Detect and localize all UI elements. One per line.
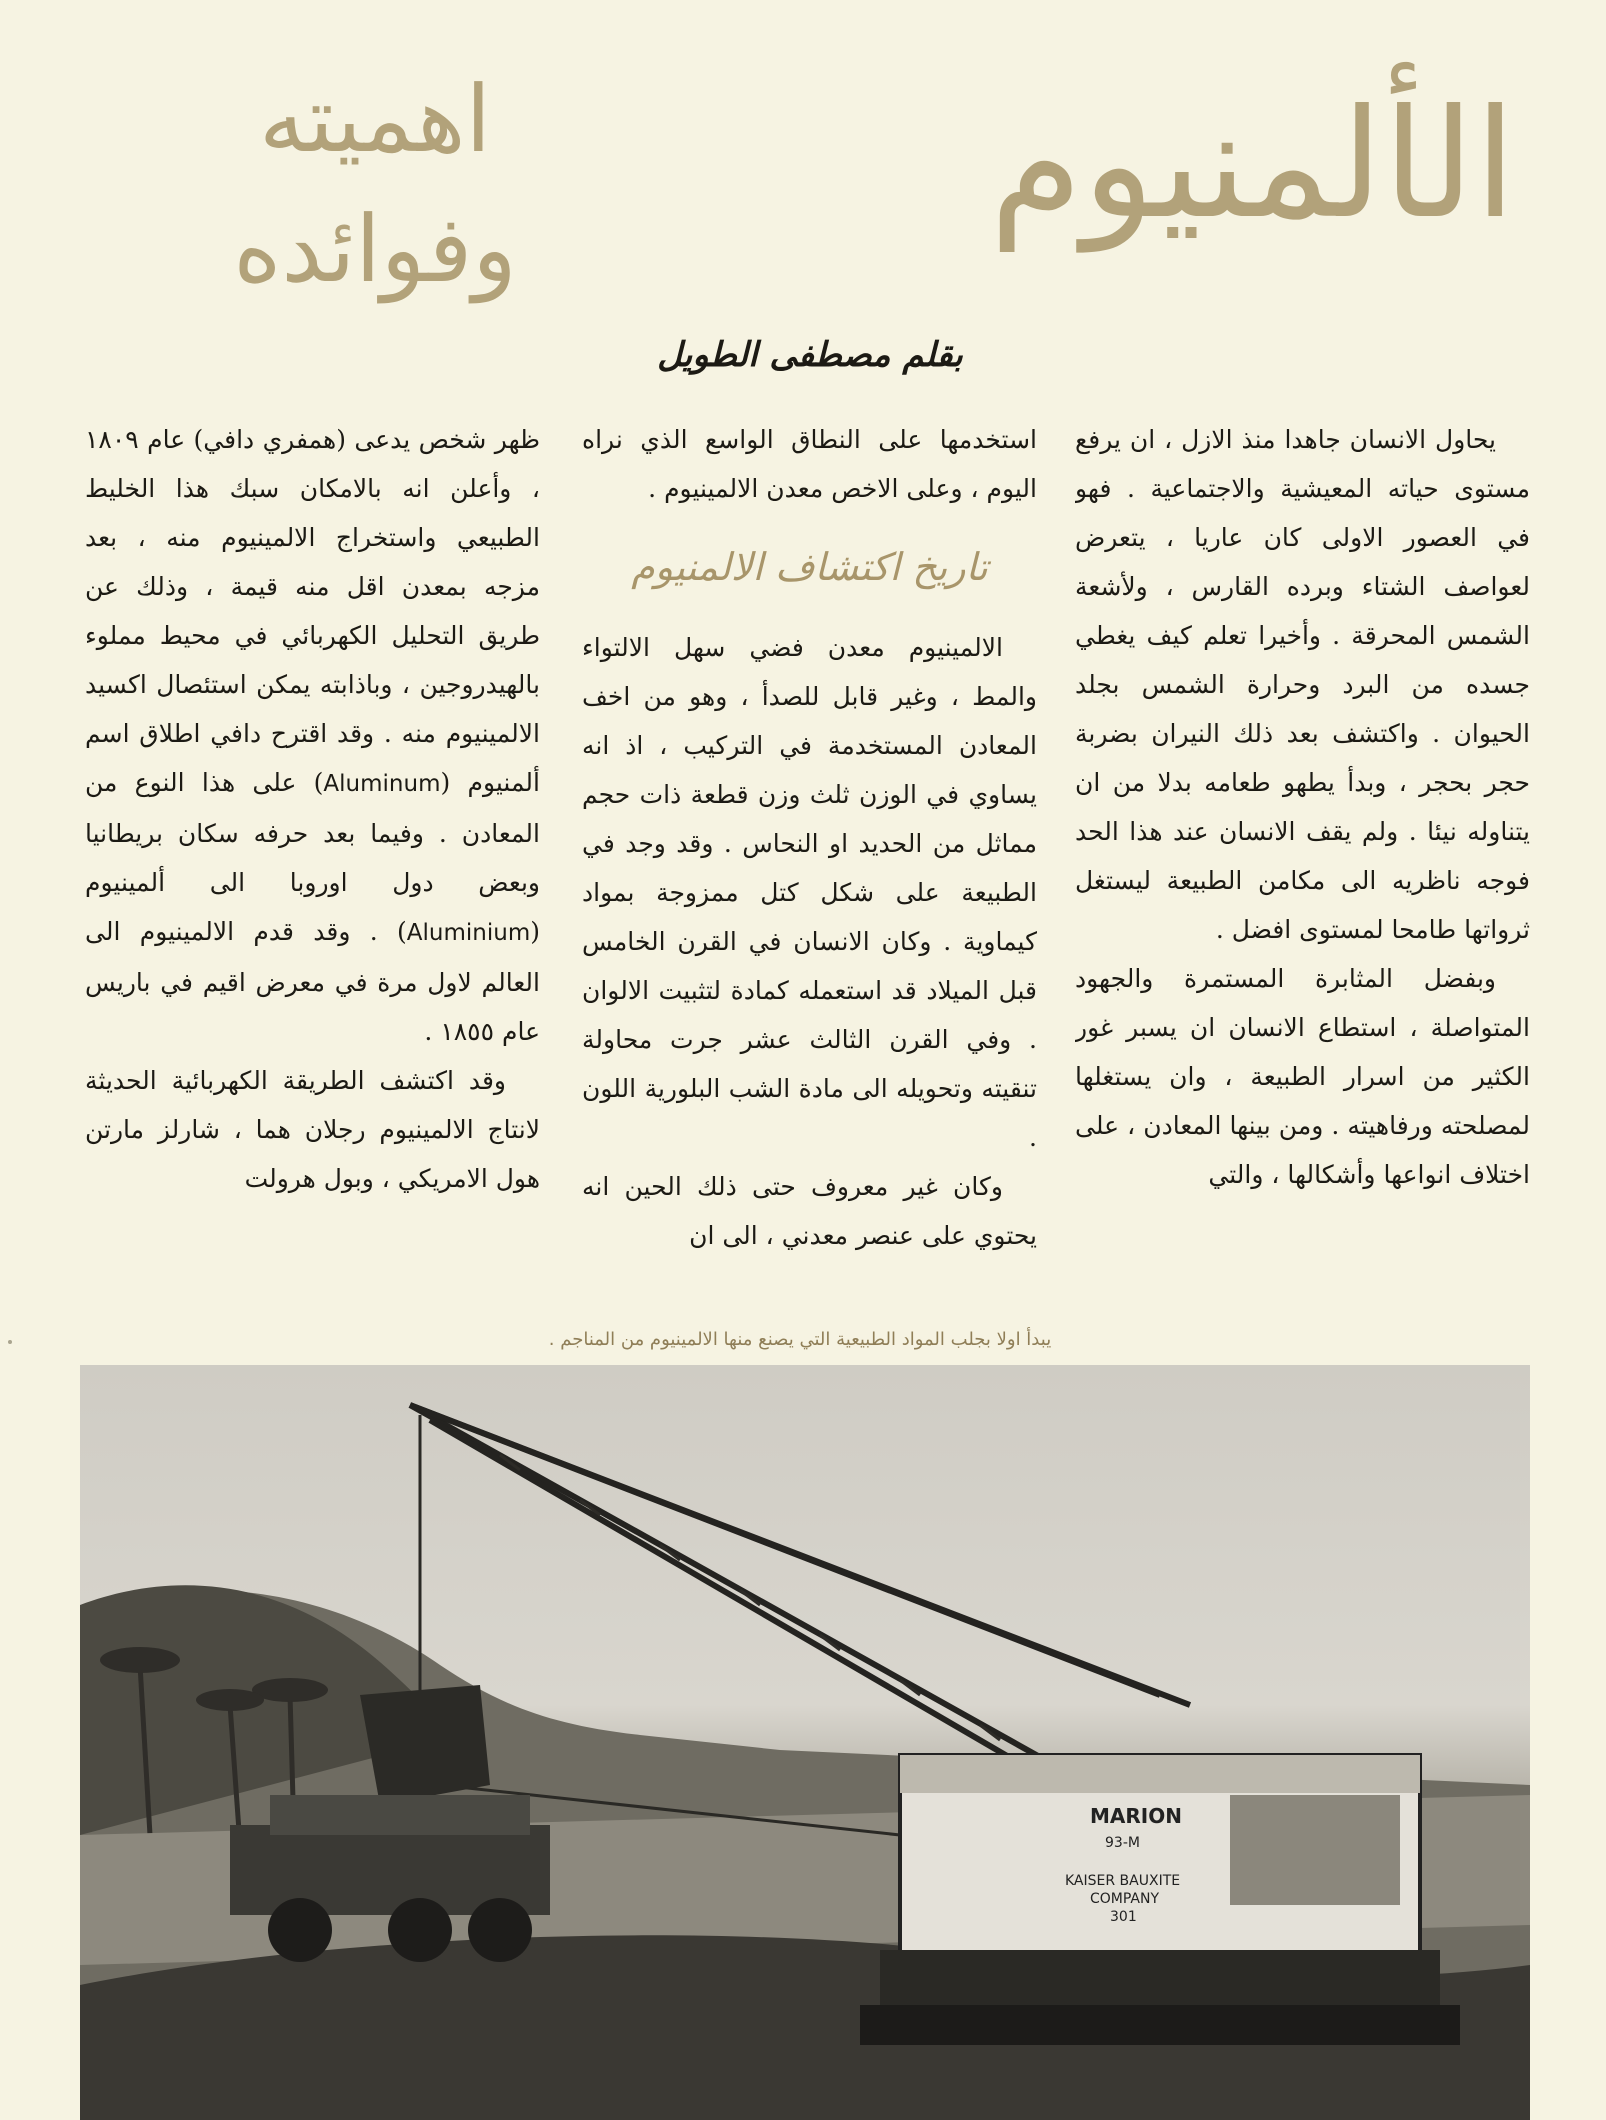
paragraph: يحاول الانسان جاهدا منذ الازل ، ان يرفع مستوى حياته المعيشية والاجتماعية . فهو في العصور الاولى كان عاريا ، يتعرض لعواصف الشتاء وبرده القارس ، ولأشعة الشمس المحرقة . وأخيرا تعلم كيف يغطي جسده من البرد وحرارة الشمس بجلد الحيوان . واكتشف بعد ذلك النيران بضربة حجر بحجر ، وبدأ يطهو طعامه بدلا من ان يتناوله نيئا . ولم يقف الانسان عند هذا الحد فوجه ناظريه الى مكامن الطبيعة ليستغل ثرواتها طامحا لمستوى افضل . [1075,425,1530,944]
dragline-bucket [360,1685,490,1805]
paragraph-text: ) . وقد قدم الالمينيوم الى العالم لاول مرة في معرض اقيم في باريس عام ١٨٥٥ . [85,917,540,1046]
latin-term: Aluminium [406,920,531,946]
cab-company-line1: KAISER BAUXITE [1065,1873,1181,1889]
text-column-left [85,415,540,1255]
paragraph [85,415,540,1056]
dump-truck [230,1795,550,1962]
paragraph-text: ظهر شخص يدعى (همفري دافي) عام ١٨٠٩ ، وأعلن انه بالامكان سبك هذا الخليط الطبيعي واستخراج الالمينيوم منه ، بعد مزجه بمعدن اقل منه قيمة ، وذلك عن طريق التحليل الكهربائي في محيط مملوء بالهيدروجين ، وباذابته يمكن استئصال اكسيد الالمينيوم منه . وقد اقترح دافي اطلاق اسم ألمنيوم ( [85,425,540,797]
author-byline: بقلم مصطفى الطويل [657,335,963,375]
print-speck [8,1340,12,1344]
cab-model: 93-M [1105,1835,1140,1851]
paragraph-text: ) على هذا النوع من المعادن . وفيما بعد حرفه سكان بريطانيا وبعض دول اوروبا الى ألمينيوم ( [85,768,540,946]
text-column-right [1075,415,1530,1255]
dragline-photo [80,1365,1530,2120]
dragline-illustration [80,1365,1530,2120]
photo-caption: يبدأ اولا بجلب المواد الطبيعية التي يصنع منها الالمينيوم من المناجم . [548,1329,1052,1350]
cab-number: 301 [1110,1909,1137,1925]
paragraph: وقد اكتشف الطريقة الكهربائية الحديثة لانتاج الالمينيوم رجلان هما ، شارلز مارتن هول الامريكي ، وبول هرولت [85,1066,540,1193]
section-heading: تاريخ اكتشاف الالمنيوم [631,545,988,589]
latin-term: Aluminum [323,771,441,797]
article-subtitle [95,55,655,315]
paragraph: وكان غير معروف حتى ذلك الحين انه يحتوي على عنصر معدني ، الى ان [582,1172,1037,1250]
cab-brand: MARION [1090,1804,1182,1828]
dragline-cab [860,1755,1460,2045]
subtitle-line-2: وفوائده [233,196,517,303]
text-column-middle [582,415,1037,1255]
subtitle-line-1: اهميته [258,66,492,173]
paragraph: استخدمها على النطاق الواسع الذي نراه اليوم ، وعلى الاخص معدن الالمينيوم . [582,425,1037,503]
cab-company-line2: COMPANY [1090,1891,1160,1907]
article-title: الألمنيوم [989,78,1516,252]
paragraph: الالمينيوم معدن فضي سهل الالتواء والمط ، وغير قابل للصدأ ، وهو من اخف المعادن المستخدمة في التركيب ، اذ انه يساوي في الوزن ثلث وزن قطعة ذات حجم مماثل من الحديد او النحاس . وقد وجد في الطبيعة على شكل كتل ممزوجة بمواد كيماوية . وكان الانسان في القرن الخامس قبل الميلاد قد استعمله كمادة لتثبيت الالوان . وفي القرن الثالث عشر جرت محاولة تنقيته وتحويله الى مادة الشب البلورية اللون . [582,633,1037,1152]
paragraph: وبفضل المثابرة المستمرة والجهود المتواصلة ، استطاع الانسان ان يسبر غور الكثير من اسرار الطبيعة ، وان يستغلها لمصلحته ورفاهيته . ومن بينها المعادن ، على اختلاف انواعها وأشكالها ، والتي [1075,964,1530,1189]
